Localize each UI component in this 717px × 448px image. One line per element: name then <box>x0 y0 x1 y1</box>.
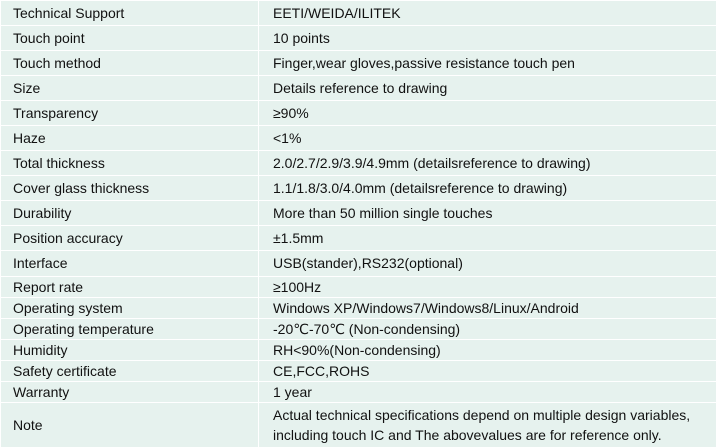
table-row <box>1 126 717 151</box>
spec-label: Technical Support <box>1 1 259 26</box>
table-row <box>1 381 717 402</box>
spec-label: Humidity <box>1 339 259 360</box>
table-row <box>1 101 717 126</box>
spec-label: Touch method <box>1 51 259 76</box>
spec-value: ≥90% <box>259 101 717 126</box>
table-row <box>1 339 717 360</box>
table-row <box>1 151 717 176</box>
table-row <box>1 51 717 76</box>
spec-value: USB(stander),RS232(optional) <box>259 251 717 276</box>
table-row <box>1 201 717 226</box>
spec-label: Note <box>1 402 259 447</box>
spec-value: ±1.5mm <box>259 226 717 251</box>
table-row <box>1 26 717 51</box>
table-row <box>1 1 717 26</box>
table-row <box>1 251 717 276</box>
spec-label: Position accuracy <box>1 226 259 251</box>
spec-value: RH<90%(Non-condensing) <box>259 339 717 360</box>
spec-value: More than 50 million single touches <box>259 201 717 226</box>
table-row <box>1 402 717 447</box>
spec-value: EETI/WEIDA/ILITEK <box>259 1 717 26</box>
spec-label: Operating temperature <box>1 318 259 339</box>
spec-value: 1 year <box>259 381 717 402</box>
spec-value: Windows XP/Windows7/Windows8/Linux/Android <box>259 297 717 318</box>
spec-value: 2.0/2.7/2.9/3.9/4.9mm (detailsreference to drawing) <box>259 151 717 176</box>
spec-label: Total thickness <box>1 151 259 176</box>
spec-value: -20℃-70℃ (Non-condensing) <box>259 318 717 339</box>
spec-label: Operating system <box>1 297 259 318</box>
table-row <box>1 176 717 201</box>
spec-label: Interface <box>1 251 259 276</box>
spec-label: Safety certificate <box>1 360 259 381</box>
spec-value: 10 points <box>259 26 717 51</box>
spec-value: Finger,wear gloves,passive resistance touch pen <box>259 51 717 76</box>
table-row <box>1 360 717 381</box>
spec-label: Durability <box>1 201 259 226</box>
spec-label: Haze <box>1 126 259 151</box>
spec-value: Actual technical specifications depend on multiple design variables, including touch IC and The abovevalues are for reference only. <box>259 402 717 447</box>
spec-label: Cover glass thickness <box>1 176 259 201</box>
table-row <box>1 226 717 251</box>
spec-value: Details reference to drawing <box>259 76 717 101</box>
spec-label: Report rate <box>1 276 259 297</box>
spec-value: <1% <box>259 126 717 151</box>
spec-label: Warranty <box>1 381 259 402</box>
spec-label: Touch point <box>1 26 259 51</box>
table-row <box>1 297 717 318</box>
table-row <box>1 318 717 339</box>
table-row <box>1 76 717 101</box>
spec-value: ≥100Hz <box>259 276 717 297</box>
spec-label: Size <box>1 76 259 101</box>
spec-label: Transparency <box>1 101 259 126</box>
spec-value: CE,FCC,ROHS <box>259 360 717 381</box>
spec-value: 1.1/1.8/3.0/4.0mm (detailsreference to drawing) <box>259 176 717 201</box>
table-row <box>1 276 717 297</box>
